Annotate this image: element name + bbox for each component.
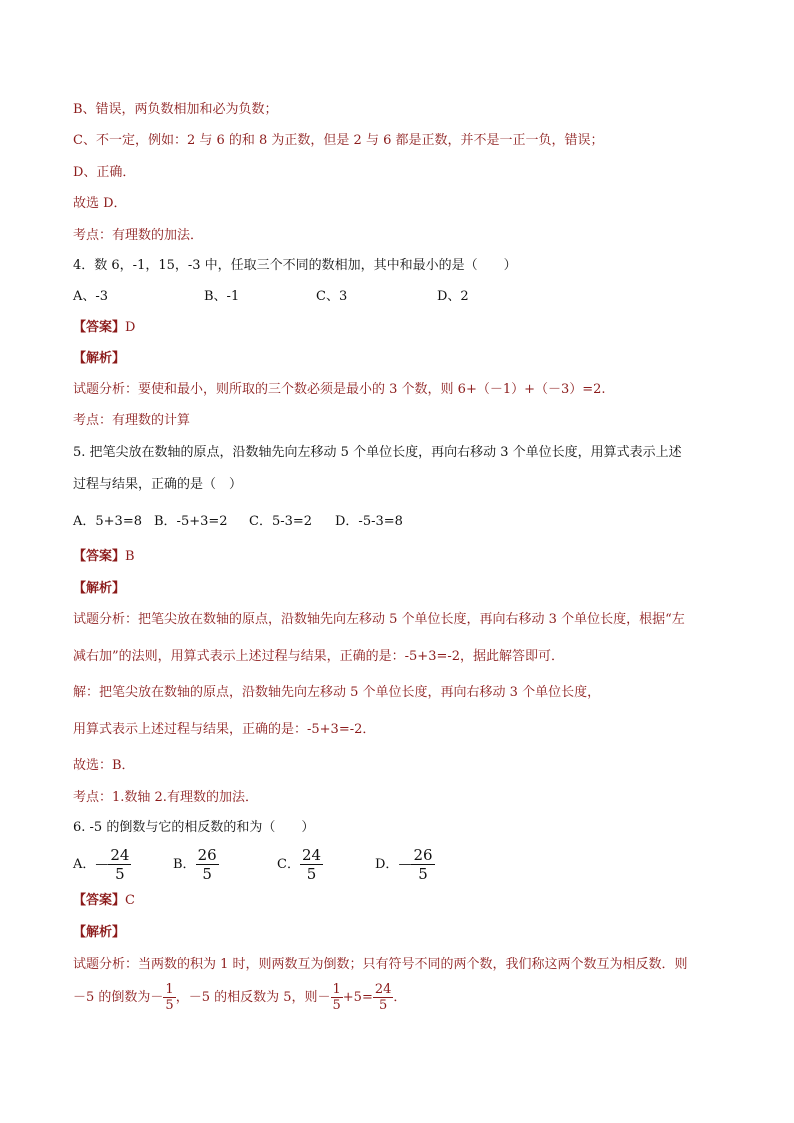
option-label: B．	[173, 857, 196, 872]
q5-stem-line1: 5. 把笔尖放在数轴的原点，沿数轴先向左移动 5 个单位长度，再向右移动 3 个单位长度，用算式表示上述	[73, 445, 682, 460]
q6-option-a	[73, 846, 173, 883]
option-sign: —	[398, 857, 412, 872]
q5-stem-line2: 过程与结果，正确的是（ ）	[73, 477, 243, 492]
q4-option-b: B、-1	[204, 289, 240, 304]
q3-option-d-explanation: D、正确．	[73, 165, 136, 180]
q6-analysis-line2	[73, 980, 406, 1016]
q6-option-d	[375, 846, 435, 883]
q4-option-d: D、2	[437, 289, 469, 304]
answer-tag: 【答案】	[73, 320, 126, 335]
option-fraction	[411, 846, 434, 883]
option-fraction	[108, 846, 131, 883]
answer-tag: 【答案】	[73, 549, 126, 564]
fraction-result	[373, 982, 394, 1013]
q6-option-c	[277, 846, 375, 883]
option-fraction	[196, 846, 219, 883]
q5-option-c: C．5-3=2	[249, 514, 313, 529]
answer-value: D	[125, 320, 136, 335]
q4-analysis: 试题分析：要使和最小，则所取的三个数必须是最小的 3 个数，则 6+（－1）+（－3）=2.	[73, 382, 606, 397]
fraction-numerator: 24	[301, 846, 322, 864]
q6-option-b	[173, 846, 277, 883]
fraction-numerator: 1	[165, 982, 174, 997]
q3-choice: 故选 D．	[73, 196, 127, 211]
analysis-text: ，－5 的相反数为 5，则－	[175, 990, 331, 1005]
q6-analysis-tag: 【解析】	[73, 925, 126, 940]
q4-options	[73, 288, 469, 306]
q6-stem: 6. -5 的倒数与它的相反数的和为（ ）	[73, 820, 315, 835]
fraction-denominator: 5	[378, 998, 388, 1013]
q5-options	[73, 513, 403, 531]
q5-answer	[73, 548, 135, 566]
q5-option-b: B．-5+3=2	[154, 514, 228, 529]
fraction-numerator: 26	[197, 846, 217, 864]
answer-value: C	[125, 893, 135, 908]
q4-option-a: A、-3	[73, 289, 109, 304]
option-label: A．	[73, 857, 96, 872]
q4-analysis-tag: 【解析】	[73, 351, 126, 366]
analysis-text: +5=	[342, 990, 373, 1005]
q4-option-c: C、3	[316, 289, 348, 304]
fraction-denominator: 5	[418, 865, 428, 883]
option-label: C．	[277, 857, 300, 872]
q3-option-c-explanation: C、不一定，例如：2 与 6 的和 8 为正数，但是 2 与 6 都是正数，并不是一正一负，错误；	[73, 133, 604, 148]
q6-analysis-line1: 试题分析：当两数的积为 1 时，则两数互为倒数；只有符号不同的两个数，我们称这两个数互为相反数．则	[73, 957, 688, 972]
option-fraction	[300, 846, 323, 883]
fraction-denominator: 5	[115, 865, 125, 883]
q3-option-b-explanation: B、错误，两负数相加和必为负数；	[73, 102, 278, 117]
q4-knowledge-point: 考点：有理数的计算	[73, 413, 191, 428]
fraction-numerator: 1	[332, 982, 341, 997]
option-label: D．	[375, 857, 399, 872]
analysis-text: ．	[393, 990, 407, 1005]
q5-knowledge-point: 考点：1.数轴 2.有理数的加法．	[73, 790, 258, 805]
q5-solution-line1: 解：把笔尖放在数轴的原点，沿数轴先向左移动 5 个单位长度，再向右移动 3 个单位长度，	[73, 685, 601, 700]
fraction-denominator: 5	[332, 998, 341, 1013]
fraction-denominator: 5	[202, 865, 212, 883]
fraction-numerator: 24	[374, 982, 392, 997]
fraction-numerator: 24	[110, 846, 130, 864]
q5-analysis-line2: 减右加”的法则，用算式表示上述过程与结果，正确的是：-5+3=-2，据此解答即可．	[73, 649, 565, 664]
q6-answer	[73, 892, 135, 910]
q3-knowledge-point: 考点：有理数的加法．	[73, 228, 204, 243]
q5-choice: 故选：B．	[73, 758, 135, 773]
fraction-one-fifth	[163, 982, 175, 1013]
q5-solution-line2: 用算式表示上述过程与结果，正确的是：-5+3=-2．	[73, 722, 376, 737]
analysis-text: －5 的倒数为－	[73, 990, 164, 1005]
q5-option-a: A．5+3=8	[73, 514, 142, 529]
q5-analysis-tag: 【解析】	[73, 581, 126, 596]
answer-value: B	[125, 549, 135, 564]
q5-option-d: D．-5-3=8	[335, 514, 403, 529]
fraction-denominator: 5	[306, 865, 317, 883]
answer-tag: 【答案】	[73, 893, 126, 908]
fraction-denominator: 5	[165, 998, 174, 1013]
fraction-numerator: 26	[413, 846, 433, 864]
q4-stem: 4．数 6，-1，15，-3 中，任取三个不同的数相加，其中和最小的是（ ）	[73, 258, 517, 273]
q5-analysis-line1: 试题分析：把笔尖放在数轴的原点，沿数轴先向左移动 5 个单位长度，再向右移动 3 个单位长度，根据“左	[73, 612, 685, 627]
q6-options	[73, 846, 435, 883]
option-sign: —	[95, 857, 109, 872]
fraction-one-fifth	[331, 982, 343, 1013]
q4-answer	[73, 319, 135, 337]
